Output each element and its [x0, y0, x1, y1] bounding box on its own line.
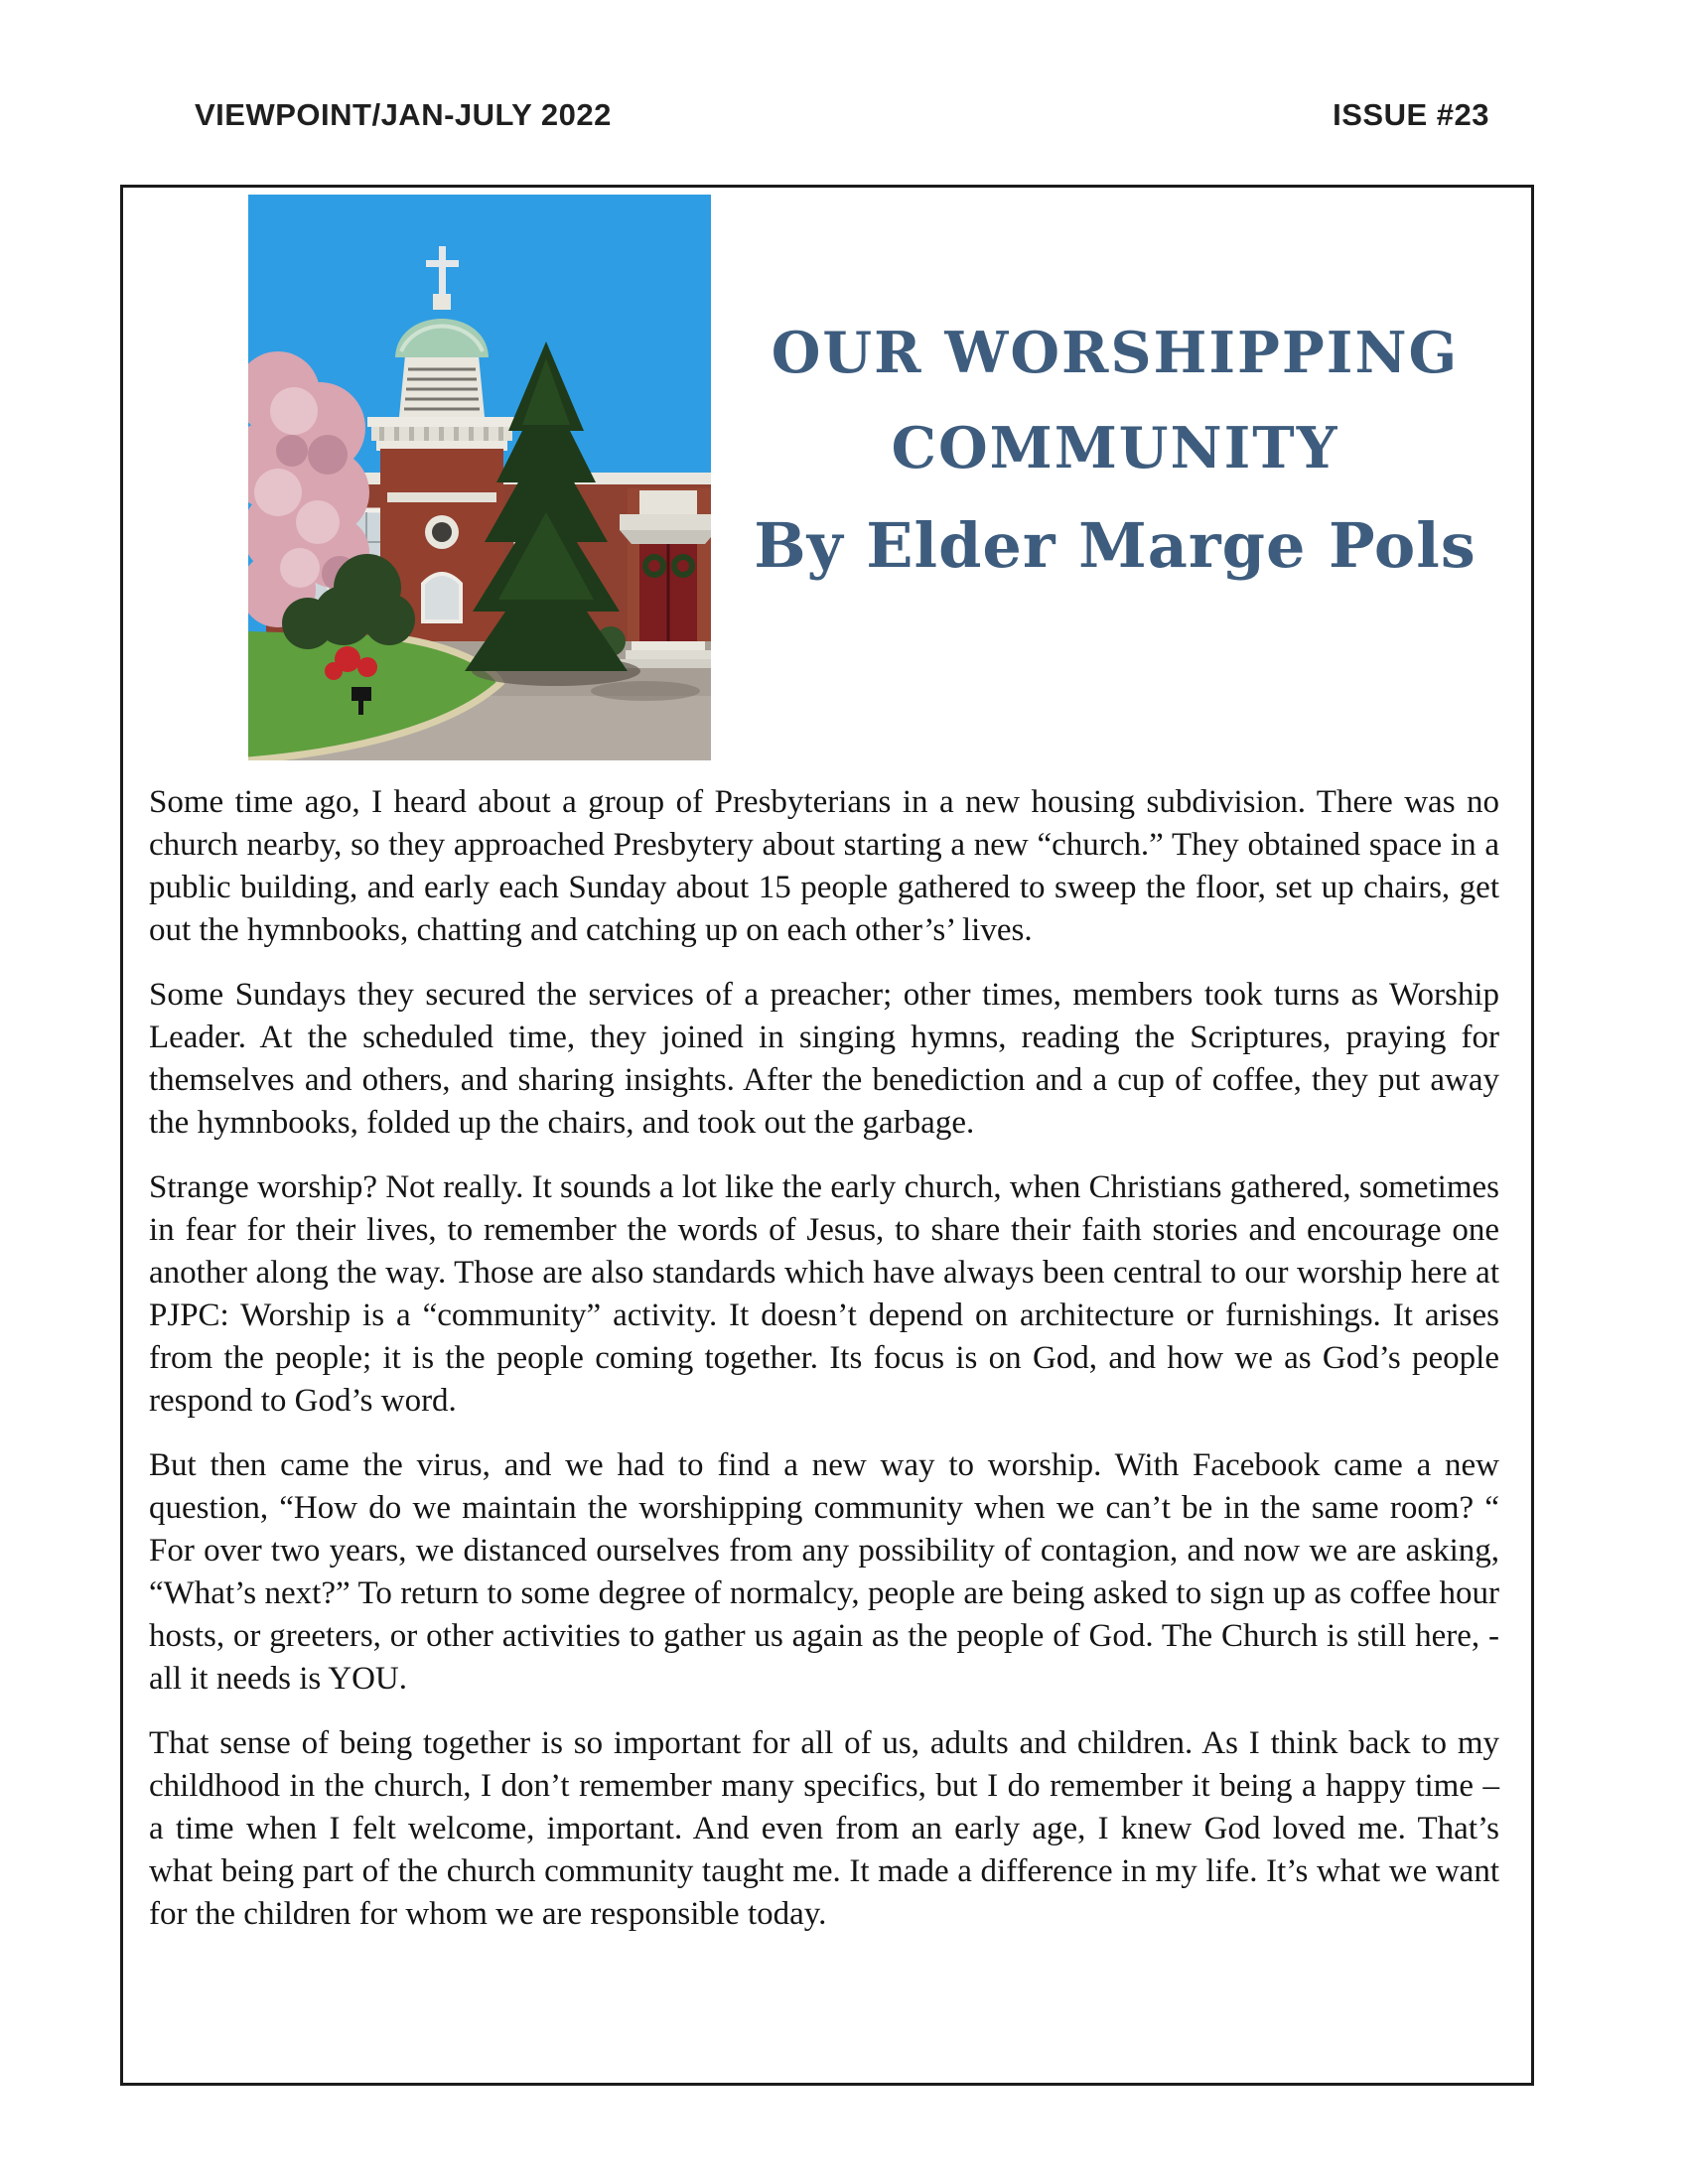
- church-photo-illustration: [248, 195, 711, 760]
- article-title-line2: COMMUNITY: [891, 415, 1339, 481]
- paragraph-5: That sense of being together is so important for all of us, adults and children. As I think back to my childhood in the church, I don’t remember many specifics, but I do remember it being a happy time – a time when I felt welcome, important. And even from an early age, I knew God loved me. That’s what being part of the church community taught me. It made a difference in my life. It’s what we want for the children for whom we are responsible today.: [149, 1725, 1499, 1932]
- article-title-block: [711, 320, 1519, 582]
- paragraph-4: But then came the virus, and we had to find a new way to worship. With Facebook came a new question, “How do we maintain the worshipping community when we can’t be in the same room? “ For over two years, we distanced ourselves from any possibility of contagion, and now we are asking, “What’s next?” To return to some degree of normalcy, people are being asked to sign up as coffee hour hosts, or greeters, or other activities to gather us again as the people of God. The Church is still here, - all it needs is YOU.: [149, 1447, 1499, 1697]
- church-photo: [248, 195, 711, 760]
- issue-number: ISSUE #23: [1333, 97, 1489, 132]
- paragraph-1: Some time ago, I heard about a group of Presbyterians in a new housing subdivision. There was no church nearby, so they approached Presbytery about starting a new “church.” They obtained space in a public building, and early each Sunday about 15 people gathered to sweep the floor, set up chairs, get out the hymnbooks, chatting and catching up on each other’s’ lives.: [149, 784, 1499, 948]
- newsletter-name-date: VIEWPOINT/JAN-JULY 2022: [195, 97, 612, 132]
- article-title-line1: OUR WORSHIPPING: [771, 320, 1460, 386]
- paragraph-2: Some Sundays they secured the services of a preacher; other times, members took turns as Worship Leader. At the scheduled time, they joined in singing hymns, reading the Scriptures, praying for themselves and others, and sharing insights. After the benediction and a cup of coffee, they put away the hymnbooks, folded up the chairs, and took out the garbage.: [149, 977, 1499, 1141]
- paragraph-3: Strange worship? Not really. It sounds a lot like the early church, when Christians gathered, sometimes in fear for their lives, to remember the words of Jesus, to share their faith stories and encourage one another along the way. Those are also standards which have always been central to our worship here at PJPC: Worship is a “community” activity. It doesn’t depend on architecture or furnishings. It arises from the people; it is the people coming together. Its focus is on God, and how we as God’s people respond to God’s word.: [149, 1169, 1499, 1419]
- article-box: [120, 185, 1534, 2086]
- article-body: [149, 781, 1499, 1958]
- article-byline: By Elder Marge Pols: [754, 509, 1477, 582]
